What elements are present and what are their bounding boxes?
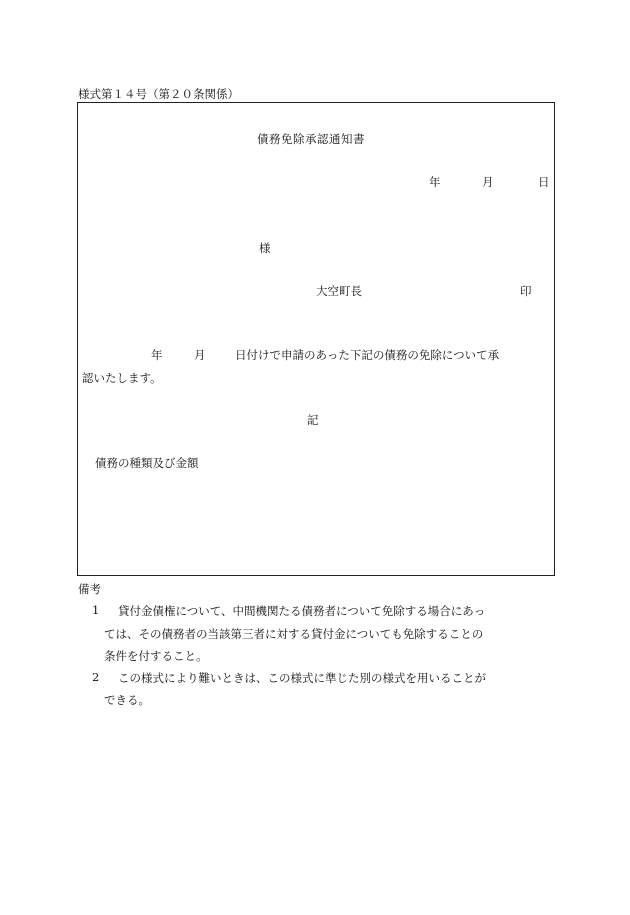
note-1-line-1: 貸付金債権について、中間機関たる債務者について免除する場合にあっ xyxy=(118,604,486,618)
remarks-heading: 備考 xyxy=(78,582,101,596)
note-1-line-3: 条件を付すること。 xyxy=(104,649,208,663)
ki-heading: 記 xyxy=(307,413,319,427)
form-number-label: 様式第１４号（第２０条関係） xyxy=(78,87,239,101)
date-day-label: 日 xyxy=(538,175,550,189)
seal-mark: 印 xyxy=(520,284,532,298)
note-2-line-2: できる。 xyxy=(104,693,150,707)
note-2-number: 2 xyxy=(92,670,100,684)
addressee-honorific: 様 xyxy=(259,241,271,255)
note-2-line-1: この様式により難いときは、この様式に準じた別の様式を用いることが xyxy=(118,671,486,685)
note-1-number: 1 xyxy=(92,603,100,617)
issuer-name: 大空町長 xyxy=(316,284,362,298)
body-month-label: 月 xyxy=(194,348,206,362)
body-text-line-2: 認いたします。 xyxy=(82,371,162,385)
body-text: 日付けで申請のあった下記の債務の免除について承 xyxy=(235,348,500,362)
date-month-label: 月 xyxy=(482,175,494,189)
date-year-label: 年 xyxy=(429,175,441,189)
debt-type-label: 債務の種類及び金額 xyxy=(95,456,199,470)
body-year-label: 年 xyxy=(151,348,163,362)
document-title: 債務免除承認通知書 xyxy=(257,132,365,146)
note-1-line-2: ては、その債務者の当該第三者に対する貸付金についても免除することの xyxy=(104,627,484,641)
